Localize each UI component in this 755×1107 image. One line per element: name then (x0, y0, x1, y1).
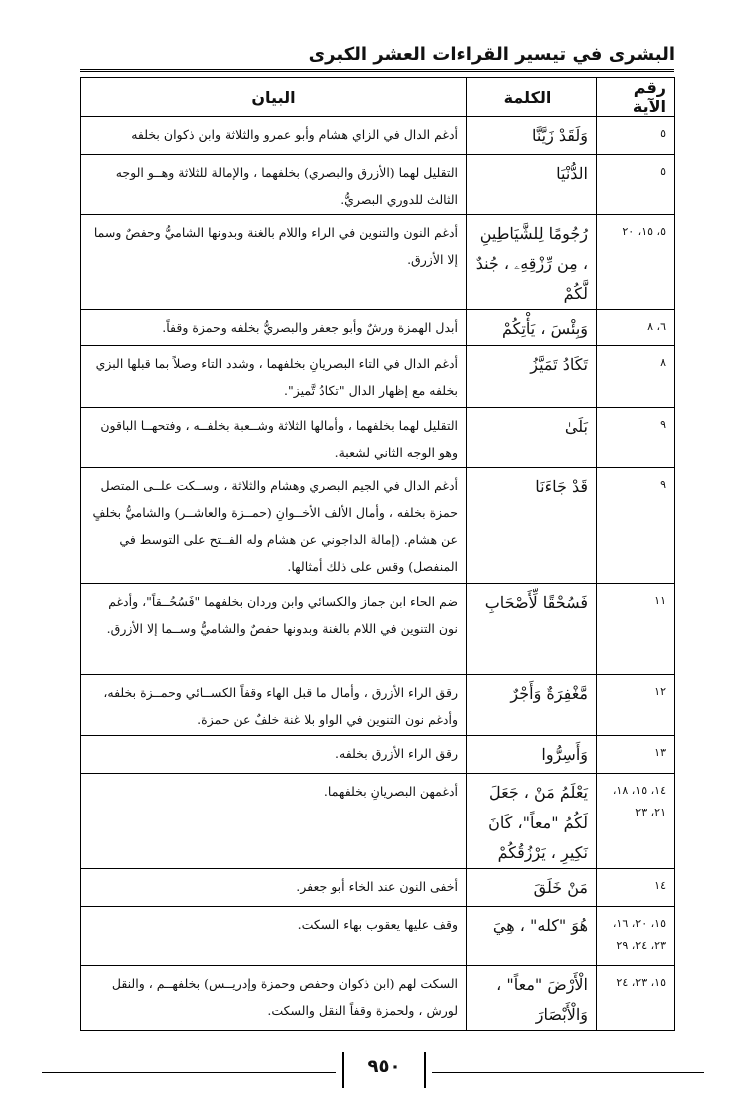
cell-word: تَكَادُ تَمَيَّزُ (467, 346, 597, 408)
table-row (81, 966, 675, 1031)
cell-word: بَلَىٰ (467, 408, 597, 468)
cell-ayah: ١٢ (597, 675, 675, 736)
table-row (81, 468, 675, 584)
table-row (81, 346, 675, 408)
cell-ayah: ٥ (597, 117, 675, 155)
table-row (81, 736, 675, 774)
cell-explanation: أدغم النون والتنوين في الراء واللام بالغنة وبدونها الشاميُّ وحفصٌ وسما إلا الأزرق. (81, 215, 467, 310)
table-row (81, 215, 675, 310)
column-header-explanation: البيان (81, 78, 467, 117)
footer-rule-left (42, 1072, 336, 1073)
recitation-table (80, 77, 675, 1031)
header-rule (80, 69, 674, 72)
column-header-word: الكلمة (467, 78, 597, 117)
running-header-title: البشرى في تيسير القراءات العشر الكبرى (308, 44, 675, 65)
page-number: ٩٥٠ (367, 1056, 401, 1077)
table-row (81, 869, 675, 907)
table-header-row (81, 78, 675, 117)
cell-word: الْأَرْضَ "معاً" ، وَالْأَبْصَارَ (467, 966, 597, 1031)
cell-ayah: ١٤، ١٥، ١٨، ٢١، ٢٣ (597, 774, 675, 869)
cell-word: رُجُومًا لِلشَّيَاطِينِ ، مِن رِّزْقِهِۦ ، جُندٌ لَّكُمْ (467, 215, 597, 310)
cell-word: وَبِئْسَ ، يَأْتِكُمْ (467, 310, 597, 346)
cell-word: يَعْلَمُ مَنْ ، جَعَلَ لَكُمُ "معاً"، كَانَ نَكِيرِ ، يَرْزُقُكُمْ (467, 774, 597, 869)
cell-ayah: ١٤ (597, 869, 675, 907)
table-row (81, 584, 675, 675)
cell-ayah: ١٣ (597, 736, 675, 774)
cell-word: هُوَ "كله" ، هِيَ (467, 907, 597, 966)
cell-ayah: ١٥، ٢٠، ١٦، ٢٣، ٢٤، ٢٩ (597, 907, 675, 966)
cell-ayah: ١١ (597, 584, 675, 675)
footer-bar-right (424, 1052, 426, 1088)
cell-word: وَلَقَدْ زَيَّنَّا (467, 117, 597, 155)
table-row (81, 675, 675, 736)
cell-explanation: أدغم الدال في الجيم البصري وهشام والثلاثة ، وســكت علــى المتصل حمزة بخلفه ، وأمال الألف الأخــوانِ (حمــزة والعاشــر) والشاميُّ بخلفٍ عن هشام. (إمالة الداجوني عن هشام وله الفــتح على التوسط في المنفصل) وقس على ذلك أمثالها. (81, 468, 467, 584)
table-row (81, 155, 675, 215)
cell-word: الدُّنْيَا (467, 155, 597, 215)
cell-explanation: أخفى النون عند الخاء أبو جعفر. (81, 869, 467, 907)
table-row (81, 310, 675, 346)
cell-explanation: رقق الراء الأزرق بخلفه. (81, 736, 467, 774)
cell-word: مَّغْفِرَةٌ وَأَجْرٌ (467, 675, 597, 736)
cell-explanation: السكت لهم (ابن ذكوان وحفص وحمزة وإدريــس) بخلفهــم ، والنقل لورش ، ولحمزة وقفاً النقل والسكت. (81, 966, 467, 1031)
cell-explanation: أدغم الدال في التاء البصريانِ بخلفهما ، وشدد التاء وصلاً بما قبلها البزي بخلفه مع إظهار الدال "تكادُ تَّميز". (81, 346, 467, 408)
cell-explanation: وقف عليها يعقوب بهاء السكت. (81, 907, 467, 966)
cell-word: وَأَسِرُّوا (467, 736, 597, 774)
table-row (81, 408, 675, 468)
cell-explanation: ضم الحاء ابن جماز والكسائي وابن وردان بخلفهما "فَسُحُــقاً"، وأدغم نون التنوين في اللام بالغنة وبدونها حفصٌ والشاميُّ وســما إلا الأزرق. (81, 584, 467, 675)
cell-explanation: أبدل الهمزة ورشٌ وأبو جعفر والبصريُّ بخلفه وحمزة وقفاً. (81, 310, 467, 346)
cell-ayah: ٩ (597, 408, 675, 468)
cell-explanation: رقق الراء الأزرق ، وأمال ما قبل الهاء وقفاً الكســائي وحمــزة بخلفه، وأدغم نون التنوين في الواو بلا غنة خلفٌ عن حمزة. (81, 675, 467, 736)
cell-word: فَسُحْقًا لِّأَصْحَابِ (467, 584, 597, 675)
cell-explanation: التقليل لهما بخلفهما ، وأمالها الثلاثة وشــعبة بخلفــه ، وفتحهــا الباقون وهو الوجه الثاني لشعبة. (81, 408, 467, 468)
column-header-ayah: رقم الآية (597, 78, 675, 117)
cell-explanation: أدغم الدال في الزاي هشام وأبو عمرو والثلاثة وابن ذكوان بخلفه (81, 117, 467, 155)
cell-ayah: ١٥، ٢٣، ٢٤ (597, 966, 675, 1031)
table-row (81, 774, 675, 869)
cell-word: مَنْ خَلَقَ (467, 869, 597, 907)
cell-ayah: ٨ (597, 346, 675, 408)
cell-ayah: ٥، ١٥، ٢٠ (597, 215, 675, 310)
cell-ayah: ٥ (597, 155, 675, 215)
cell-word: قَدْ جَاءَنَا (467, 468, 597, 584)
cell-ayah: ٦، ٨ (597, 310, 675, 346)
cell-ayah: ٩ (597, 468, 675, 584)
table-row (81, 907, 675, 966)
cell-explanation: التقليل لهما (الأزرق والبصري) بخلفهما ، والإمالة للثلاثة وهــو الوجه الثالث للدوري البصريُّ. (81, 155, 467, 215)
cell-explanation: أدغمهن البصريانِ بخلفهما. (81, 774, 467, 869)
footer-rule-right (432, 1072, 704, 1073)
table-row (81, 117, 675, 155)
